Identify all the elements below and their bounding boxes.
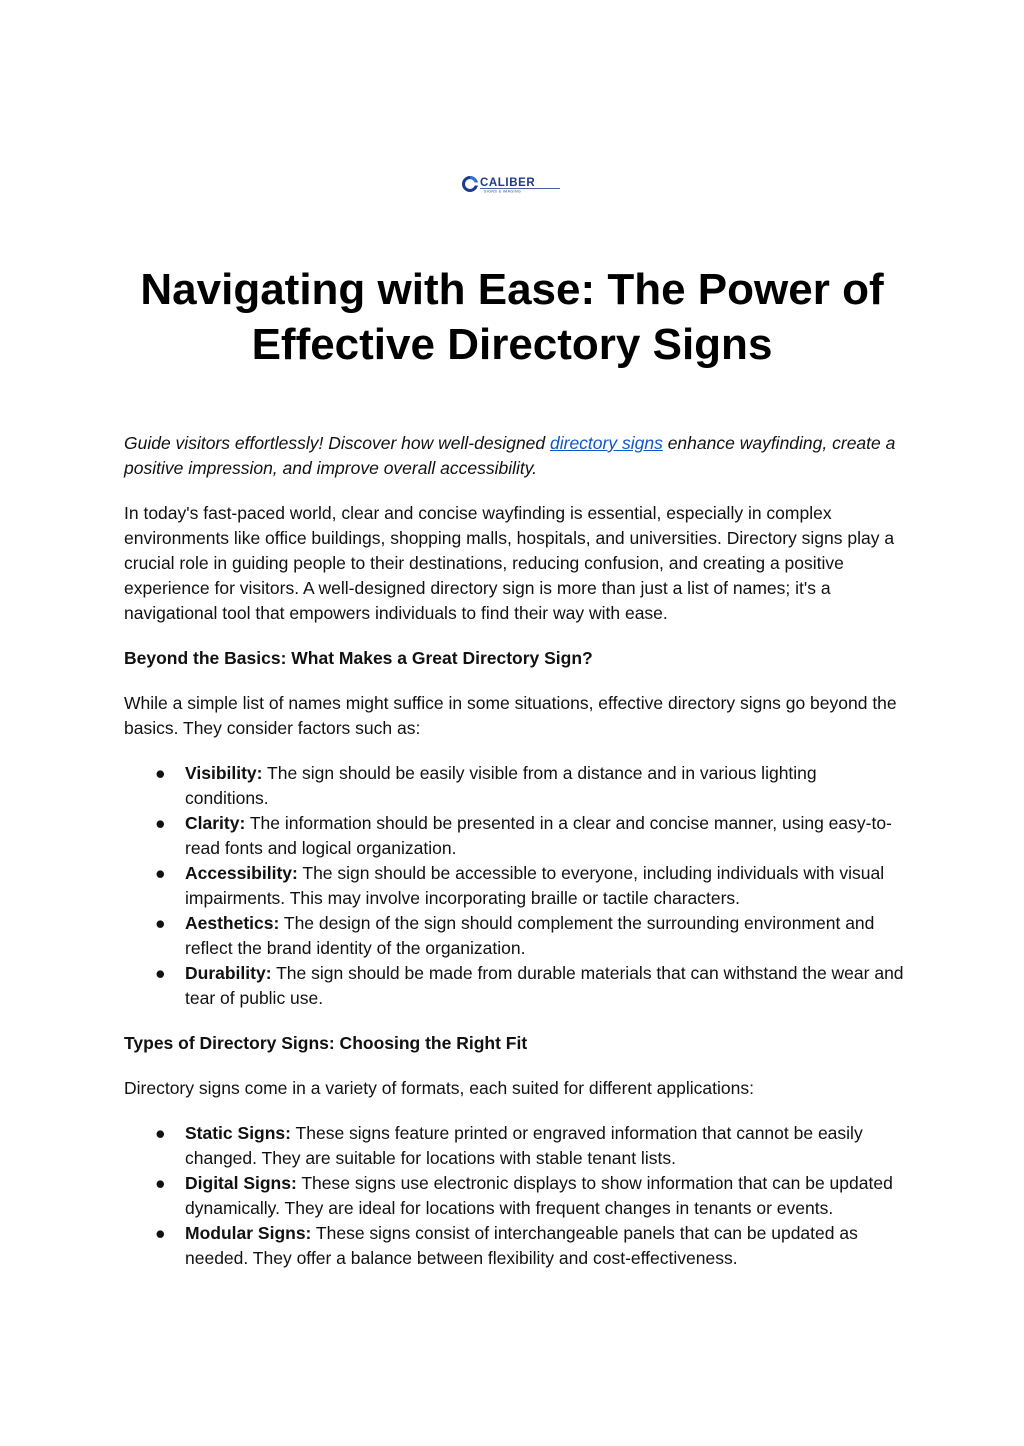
page-title: Navigating with Ease: The Power of Effective Directory Signs <box>140 265 884 369</box>
intro-text-after: enhance wayfinding, create a positive impression, and improve overall accessibility. <box>124 433 896 478</box>
intro-paragraph <box>124 431 904 481</box>
bullet-icon: ● <box>155 1223 166 1243</box>
list-item <box>124 811 904 861</box>
list-item-text: These signs use electronic displays to show information that can be updated dynamically. They are ideal for locations with frequent changes in tenants or events. <box>185 1173 893 1218</box>
section-heading-types: Types of Directory Signs: Choosing the Right Fit <box>124 1033 528 1053</box>
section-types-intro: Directory signs come in a variety of formats, each suited for different applications: <box>124 1078 754 1098</box>
bullet-icon: ● <box>155 1173 166 1193</box>
caliber-logo <box>462 174 562 194</box>
logo-brand-text: CALIBER <box>480 177 536 189</box>
bullet-icon: ● <box>155 963 166 983</box>
list-item <box>124 961 904 1011</box>
list-item-text: These signs consist of interchangeable panels that can be updated as needed. They offer a balance between flexibility and cost-effectiveness. <box>185 1223 858 1268</box>
bullet-icon: ● <box>155 763 166 783</box>
list-item-term: Durability: <box>185 963 272 983</box>
bullet-icon: ● <box>155 813 166 833</box>
list-item-text: The sign should be made from durable materials that can withstand the wear and tear of public use. <box>185 963 904 1008</box>
list-item-term: Digital Signs: <box>185 1173 297 1193</box>
list-item-text: These signs feature printed or engraved information that cannot be easily changed. They are suitable for locations with stable tenant lists. <box>185 1123 863 1168</box>
list-item <box>124 1171 904 1221</box>
section-basics-intro: While a simple list of names might suffice in some situations, effective directory signs go beyond the basics. They consider factors such as: <box>124 693 897 738</box>
list-item-text: The sign should be accessible to everyone, including individuals with visual impairments. This may involve incorporating braille or tactile characters. <box>185 863 885 908</box>
list-item-term: Accessibility: <box>185 863 298 883</box>
list-item-term: Visibility: <box>185 763 263 783</box>
factors-list <box>124 761 904 1011</box>
intro-text-before: Guide visitors effortlessly! Discover how well-designed <box>124 433 550 453</box>
sign-types-list <box>124 1121 904 1271</box>
list-item <box>124 861 904 911</box>
list-item <box>124 1121 904 1171</box>
list-item-text: The information should be presented in a clear and concise manner, using easy-to-read fonts and logical organization. <box>185 813 892 858</box>
list-item <box>124 761 904 811</box>
bullet-icon: ● <box>155 1123 166 1143</box>
list-item-text: The sign should be easily visible from a distance and in various lighting conditions. <box>185 763 817 808</box>
list-item-term: Modular Signs: <box>185 1223 312 1243</box>
logo-tagline-text: SIGNS & IMAGING <box>484 189 522 194</box>
list-item-text: The design of the sign should complement the surrounding environment and reflect the brand identity of the organization. <box>185 913 875 958</box>
directory-signs-link[interactable]: directory signs <box>550 433 663 453</box>
list-item-term: Static Signs: <box>185 1123 291 1143</box>
caliber-logo-icon <box>464 178 479 191</box>
list-item <box>124 911 904 961</box>
article-body <box>124 431 904 1291</box>
list-item-term: Aesthetics: <box>185 913 280 933</box>
section-heading-basics: Beyond the Basics: What Makes a Great Directory Sign? <box>124 648 593 668</box>
list-item-term: Clarity: <box>185 813 246 833</box>
bullet-icon: ● <box>155 863 166 883</box>
body-paragraph-1: In today's fast-paced world, clear and concise wayfinding is essential, especially in complex environments like office buildings, shopping malls, hospitals, and universities. Directory signs play a crucial role in guiding people to their destinations, reducing confusion, and creating a positive experience for visitors. A well-designed directory sign is more than just a list of names; it's a navigational tool that empowers individuals to find their way with ease. <box>124 503 895 623</box>
bullet-icon: ● <box>155 913 166 933</box>
list-item <box>124 1221 904 1271</box>
